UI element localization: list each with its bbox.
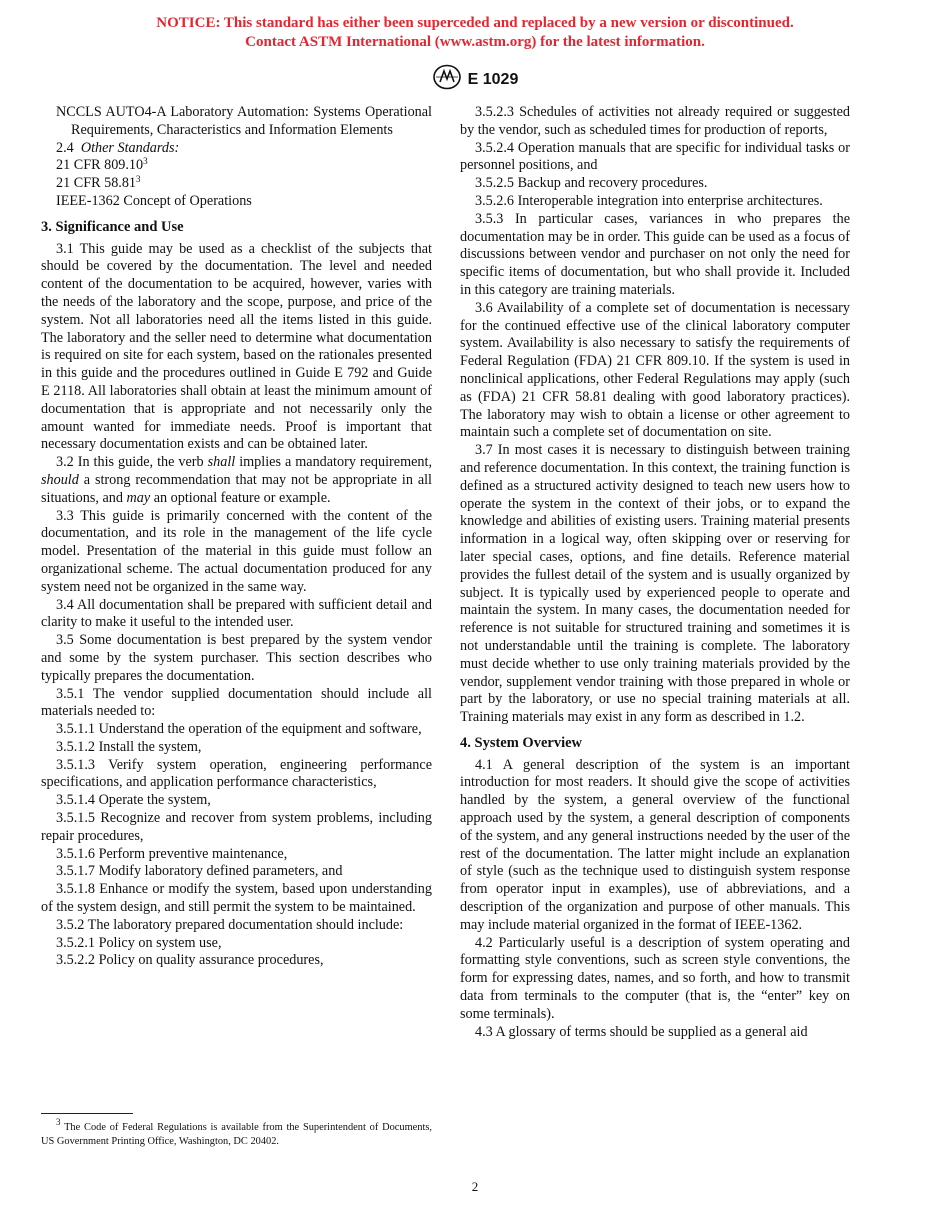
paragraph-4-1: 4.1 A general description of the system is an important introduction for most readers. It should give the scope of activities handled by the system, a general overview of the functional approach used by the system, a general description of components of the system, and any general instructions needed by the user of the rest of the documentation. The latter might include an explanation of style (such as the technique used to distinguish system response from operator input in examples), use of abbreviations, and a description of the organization and purpose of other manuals. This may include material organized in the format of IEEE-1362. xyxy=(460,756,850,933)
text-run: implies a mandatory requirement, xyxy=(235,454,432,471)
text-run: a strong recommendation that may not be appropriate in all situations, and xyxy=(41,471,432,506)
paragraph-3-5-1-6: 3.5.1.6 Perform preventive maintenance, xyxy=(56,845,288,862)
paragraph-3-7: 3.7 In most cases it is necessary to distinguish between training and reference documentation. In this context, the training function is defined as a structured activity designed to teach new users how to operate the system in the context of their jobs, or to expand the knowledge and abilities of existing users. Training material presents information in a logical way, often skipping over or reserving for later special cases, options, and fine details. Reference material provides the fullest detail of the system and is usually organized by subject. It is typically used by experienced people to operate and maintain the system. In many cases, the documentation needed for reference is not suitable for structured training and sometimes it is not understandable until the training is complete. The laboratory must decide whether to use only training materials provided by the vendor, supplement vendor training with those prepared in whole or part by the laboratory, or use no special training materials at all. Training materials may exist in any form as described in 1.2. xyxy=(460,442,850,726)
paragraph-3-5-2-5: 3.5.2.5 Backup and recovery procedures. xyxy=(475,175,708,192)
paragraph-3-5-3: 3.5.3 In particular cases, variances in who prepares the documentation may be in order. This guide can be used as a focus of discussions between vendor and purchaser on not only the need for specific items of documentation, but who shall provide it. Included in this category are training materials. xyxy=(460,210,850,298)
paragraph-3-5-2-2: 3.5.2.2 Policy on quality assurance procedures, xyxy=(56,952,324,969)
emphasis-should: should xyxy=(41,471,79,488)
paragraph-3-5-1-8: 3.5.1.8 Enhance or modify the system, based upon understanding of the system design, and still permit the system to be maintained. xyxy=(41,881,432,916)
section-title: Other Standards: xyxy=(80,139,180,156)
section-3-heading: 3. Significance and Use xyxy=(41,218,184,235)
paragraph-3-5-2-4: 3.5.2.4 Operation manuals that are specific for individual tasks or personnel positions, and xyxy=(460,139,850,174)
footnote-marker: 3 xyxy=(56,1117,61,1127)
page-number: 2 xyxy=(471,1179,479,1194)
astm-logo-icon xyxy=(432,64,462,95)
standard-designation: E 1029 xyxy=(467,70,519,88)
paragraph-3-5: 3.5 Some documentation is best prepared by the system vendor and some by the system purchaser. This section describes who typically prepares the documentation. xyxy=(41,632,432,684)
emphasis-shall: shall xyxy=(207,454,236,471)
text-run: an optional feature or example. xyxy=(150,489,331,506)
footnote xyxy=(41,1117,432,1149)
paragraph-4-3: 4.3 A glossary of terms should be supplied as a general aid xyxy=(475,1023,808,1040)
reference-ieee-1362: IEEE-1362 Concept of Operations xyxy=(56,192,252,209)
paragraph-3-3: 3.3 This guide is primarily concerned with the content of the documentation, and its role in the management of the life cycle model. Presentation of the material in this guide must follow an organizational scheme. The actual documentation produced for any system need not be organized in the same way. xyxy=(41,507,432,595)
footnote-marker: 3 xyxy=(136,174,141,185)
paragraph-3-5-2-6: 3.5.2.6 Interoperable integration into enterprise architectures. xyxy=(475,192,823,209)
paragraph-3-6: 3.6 Availability of a complete set of documentation is necessary for the continued effective use of the clinical laboratory computer system. Availability is also necessary to satisfy the requirements of Federal Regulation (FDA) 21 CFR 809.10. If the system is used in nonclinical applications, other Federal Regulations may apply (such as (FDA) 21 CFR 58.81 dealing with good laboratory practices). The laboratory may wish to obtain a license or other agreement to maintain such a complete set of documentation on site. xyxy=(460,299,850,441)
left-column xyxy=(41,104,432,970)
notice-line-2: Contact ASTM International (www.astm.org) for the latest information. xyxy=(245,34,705,50)
paragraph-3-5-1-7: 3.5.1.7 Modify laboratory defined parameters, and xyxy=(56,863,343,880)
reference-cfr-809 xyxy=(41,157,432,175)
paragraph-3-5-2-1: 3.5.2.1 Policy on system use, xyxy=(56,934,222,951)
paragraph-3-5-1-4: 3.5.1.4 Operate the system, xyxy=(56,792,211,809)
paragraph-3-2 xyxy=(41,454,432,507)
reference-cfr-58 xyxy=(41,175,432,193)
page-header xyxy=(0,64,950,95)
paragraph-3-5-2-3: 3.5.2.3 Schedules of activities not already required or suggested by the vendor, such as scheduled times for production of reports, xyxy=(460,104,850,138)
emphasis-may: may xyxy=(126,489,151,506)
footnote-marker: 3 xyxy=(143,156,148,167)
paragraph-3-5-1-2: 3.5.1.2 Install the system, xyxy=(56,738,202,755)
text-run: 3.2 In this guide, the verb xyxy=(56,454,208,471)
footnote-divider xyxy=(41,1113,133,1114)
paragraph-3-1: 3.1 This guide may be used as a checklist of the subjects that should be covered by the documentation. The level and needed content of the documentation to be acquired, however, varies with the needs of the laboratory and the scope, purpose, and price of the system. Not all laboratories need all the items listed in this guide. The laboratory and the seller need to determine what documentation is required on site for each system, based on the rationales presented in this guide and the procedures outlined in Guide E 792 and Guide E 2118. All laboratories shall obtain at least the minimum amount of documentation that is appropriate and not necessarily only the amount wanted for immediate needs. Proof is important that necessary documentation exists and can be obtained later. xyxy=(41,240,432,453)
reference-text: 21 CFR 58.81 xyxy=(56,175,137,192)
paragraph-4-2: 4.2 Particularly useful is a description of system operating and formatting style conventions, such as screen style conventions, the form for expressing dates, names, and so forth, and how to transmit data from terminals to the computer (that is, the “enter” key on some terminals). xyxy=(460,934,850,1022)
right-column xyxy=(460,104,850,1041)
section-number: 2.4 xyxy=(56,139,74,156)
paragraph-3-5-1-5: 3.5.1.5 Recognize and recover from system problems, including repair procedures, xyxy=(41,810,432,844)
paragraph-3-5-1-1: 3.5.1.1 Understand the operation of the equipment and software, xyxy=(56,721,422,738)
paragraph-3-5-1: 3.5.1 The vendor supplied documentation should include all materials needed to: xyxy=(41,685,432,720)
reference-nccls: NCCLS AUTO4-A Laboratory Automation: Systems Operational Requirements, Characteristics and Information Elements xyxy=(56,104,432,138)
notice-line-1: NOTICE: This standard has either been superceded and replaced by a new version or discontinued. xyxy=(156,15,794,31)
paragraph-3-4: 3.4 All documentation shall be prepared with sufficient detail and clarity to make it useful to the intended user. xyxy=(41,596,432,631)
reference-text: 21 CFR 809.10 xyxy=(56,157,144,174)
section-2-4-heading xyxy=(41,140,432,158)
section-4-heading: 4. System Overview xyxy=(460,734,583,751)
supersession-notice xyxy=(0,14,950,52)
paragraph-3-5-1-3: 3.5.1.3 Verify system operation, engineering performance specifications, and application performance characteristics, xyxy=(41,756,432,791)
footnote-text: The Code of Federal Regulations is available from the Superintendent of Documents, US Government Printing Office, Washington, DC 20402. xyxy=(41,1122,432,1147)
paragraph-3-5-2: 3.5.2 The laboratory prepared documentation should include: xyxy=(56,916,404,933)
